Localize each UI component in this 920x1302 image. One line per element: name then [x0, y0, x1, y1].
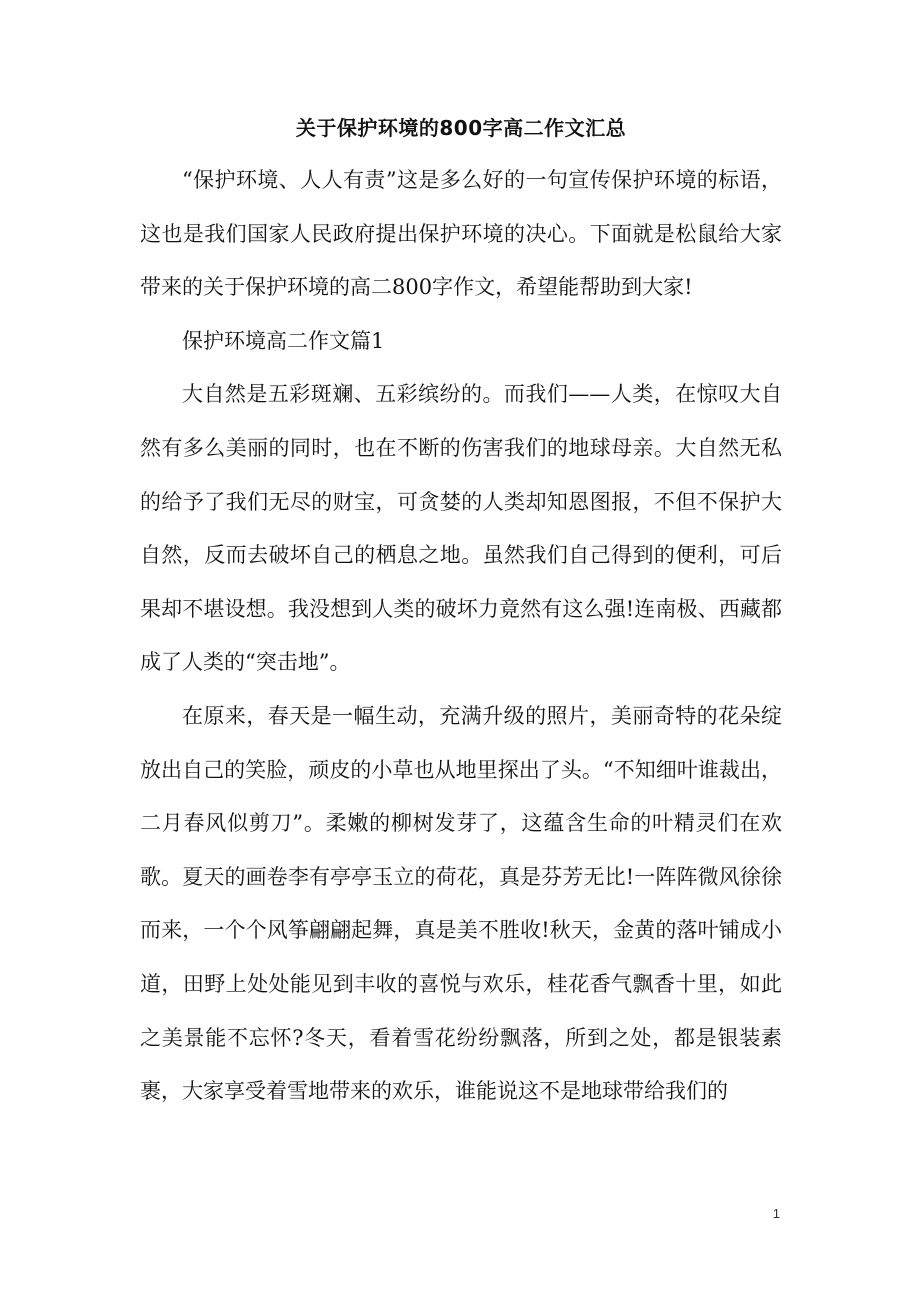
- page-number: 1: [772, 1206, 780, 1221]
- paragraph-seasons: 在原来，春天是一幅生动，充满升级的照片，美丽奇特的花朵绽放出自己的笑脸，顽皮的小草也从地里探出了头。“不知细叶谁裁出，二月春风似剪刀”。柔嫩的柳树发芽了，这蕴含生命的叶精灵们在欢歌。夏天的画卷李有亭亭玉立的荷花，真是芬芳无比!一阵阵微风徐徐而来，一个个风筝翩翩起舞，真是美不胜收!秋天，金黄的落叶铺成小道，田野上处处能见到丰收的喜悦与欢乐，桂花香气飘香十里，如此之美景能不忘怀?冬天，看着雪花纷纷飘落，所到之处，都是银装素裹，大家享受着雪地带来的欢乐，谁能说这不是地球带给我们的: [140, 703, 782, 1104]
- document-title: 关于保护环境的800字高二作文汇总: [295, 116, 627, 140]
- paragraph-intro: “保护环境、人人有责”这是多么好的一句宣传保护环境的标语，这也是我们国家人民政府提出保护环境的决心。下面就是松鼠给大家带来的关于保护环境的高二800字作文，希望能帮助到大家!: [140, 168, 782, 300]
- section-heading: 保护环境高二作文篇1: [182, 328, 385, 353]
- paragraph-nature: 大自然是五彩斑斓、五彩缤纷的。而我们——人类，在惊叹大自然有多么美丽的同时，也在不断的伤害我们的地球母亲。大自然无私的给予了我们无尽的财宝，可贪婪的人类却知恩图报，不但不保护大自然，反而去破坏自己的栖息之地。虽然我们自己得到的便利，可后果却不堪设想。我没想到人类的破坏力竟然有这么强!连南极、西藏都成了人类的“突击地”。: [140, 382, 782, 675]
- document-body: [140, 108, 782, 1119]
